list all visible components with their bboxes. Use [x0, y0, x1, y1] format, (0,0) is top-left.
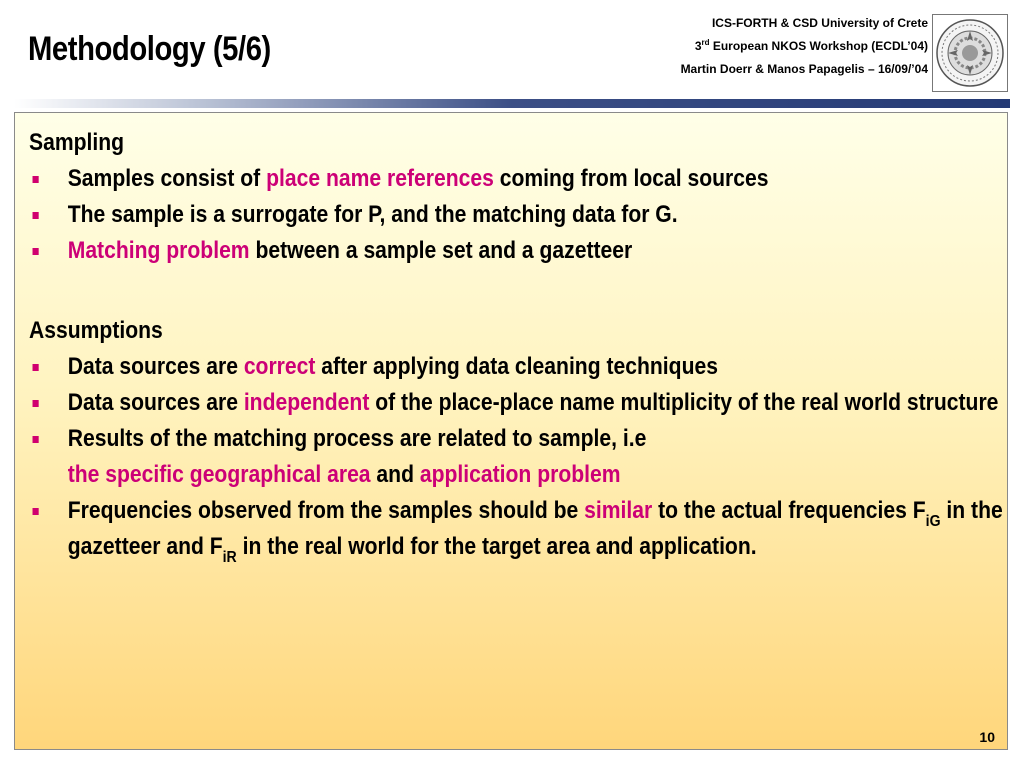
content-panel — [14, 112, 1008, 750]
list-item: Data sources are independent of the place-place name multiplicity of the real world structure — [29, 385, 1006, 421]
list-item: Frequencies observed from the samples should be similar to the actual frequencies $F_{iG}$ in the gazetteer and $F_{iR}$ in the real world for the target area and application. — [29, 493, 1006, 565]
sampling-list — [29, 161, 1006, 269]
sampling-heading: Sampling — [29, 129, 125, 156]
list-item: Samples consist of place name references coming from local sources — [29, 161, 1006, 197]
page-number: 10 — [979, 729, 995, 745]
list-item: The sample is a surrogate for P, and the matching data for G. — [29, 197, 1006, 233]
assumptions-list — [29, 349, 1006, 565]
list-item: Matching problem between a sample set and a gazetteer — [29, 233, 1006, 269]
header-workshop: 3rd European NKOS Workshop (ECDL’04) — [694, 38, 928, 53]
header-divider — [14, 99, 1010, 108]
assumptions-heading: Assumptions — [29, 317, 163, 344]
header-institution: ICS-FORTH & CSD University of Crete — [711, 16, 928, 30]
header-info — [508, 12, 928, 81]
university-seal-icon — [932, 14, 1008, 92]
page-title: Methodology (5/6) — [28, 30, 271, 68]
list-item: Data sources are correct after applying data cleaning techniques — [29, 349, 1006, 385]
header-authors: Martin Doerr & Manos Papagelis – 16/09/’04 — [680, 62, 928, 76]
list-item: Results of the matching process are related to sample, i.e the specific geographical area and application problem — [29, 421, 1006, 493]
